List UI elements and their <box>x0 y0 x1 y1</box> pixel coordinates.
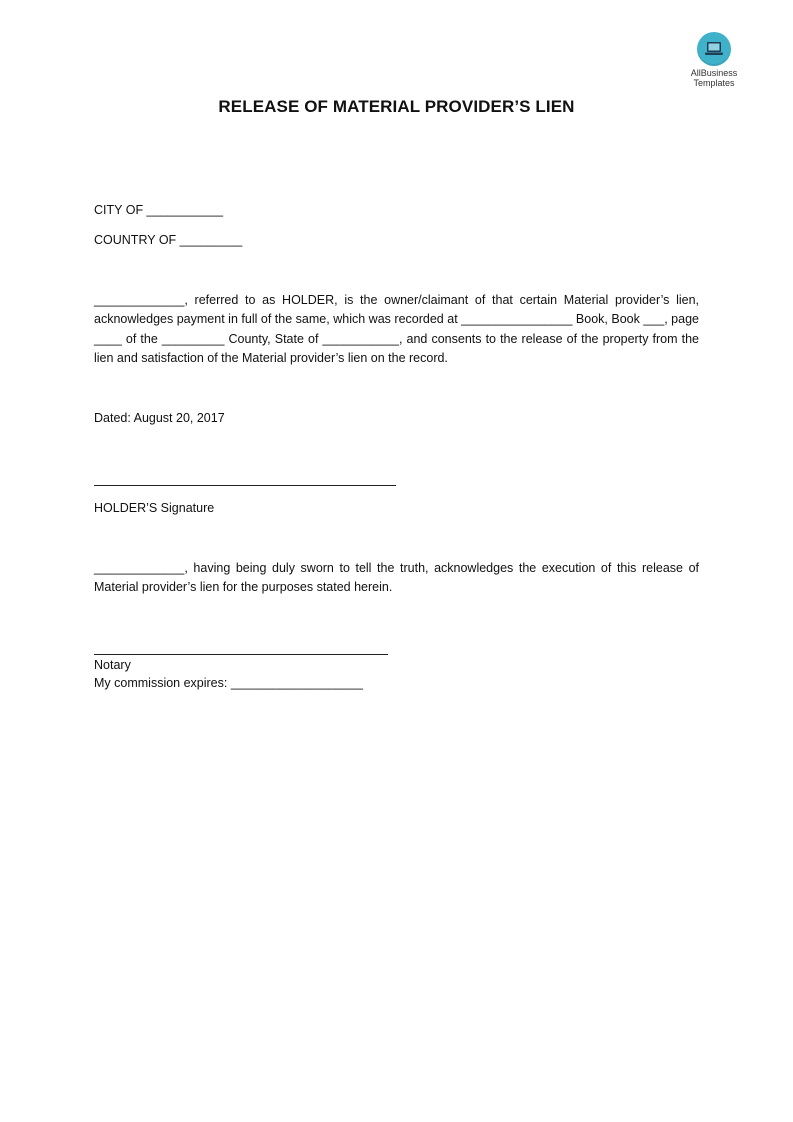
dated-line: Dated: August 20, 2017 <box>94 411 225 425</box>
logo <box>680 32 748 88</box>
holder-signature-label: HOLDER’S Signature <box>94 501 215 515</box>
document-title: RELEASE OF MATERIAL PROVIDER’S LIEN <box>218 97 575 116</box>
city-line: CITY OF ___________ <box>94 203 224 217</box>
notary-label: Notary <box>94 658 131 672</box>
sworn-paragraph: _____________, having being duly sworn to tell the truth, acknowledges the execution of this release of Material provider’s lien for the purposes stated herein. <box>94 561 699 595</box>
holder-signature-rule <box>94 485 396 486</box>
logo-line-1: AllBusiness <box>690 68 738 78</box>
country-line: COUNTRY OF _________ <box>94 233 243 247</box>
commission-line: My commission expires: ___________________ <box>94 676 363 690</box>
laptop-icon <box>697 32 731 66</box>
holder-paragraph: _____________, referred to as HOLDER, is the owner/claimant of that certain Material provider’s lien, acknowledges payment in full of the same, which was recorded at ________________ Book, Book ___, page ____ of the _________ County, State of ___________, and consents to the release of the property from the lien and satisfaction of the Material provider’s lien on the record. <box>94 293 699 365</box>
notary-signature-rule <box>94 654 388 655</box>
logo-line-2: Templates <box>693 78 735 88</box>
logo-text <box>680 68 748 88</box>
